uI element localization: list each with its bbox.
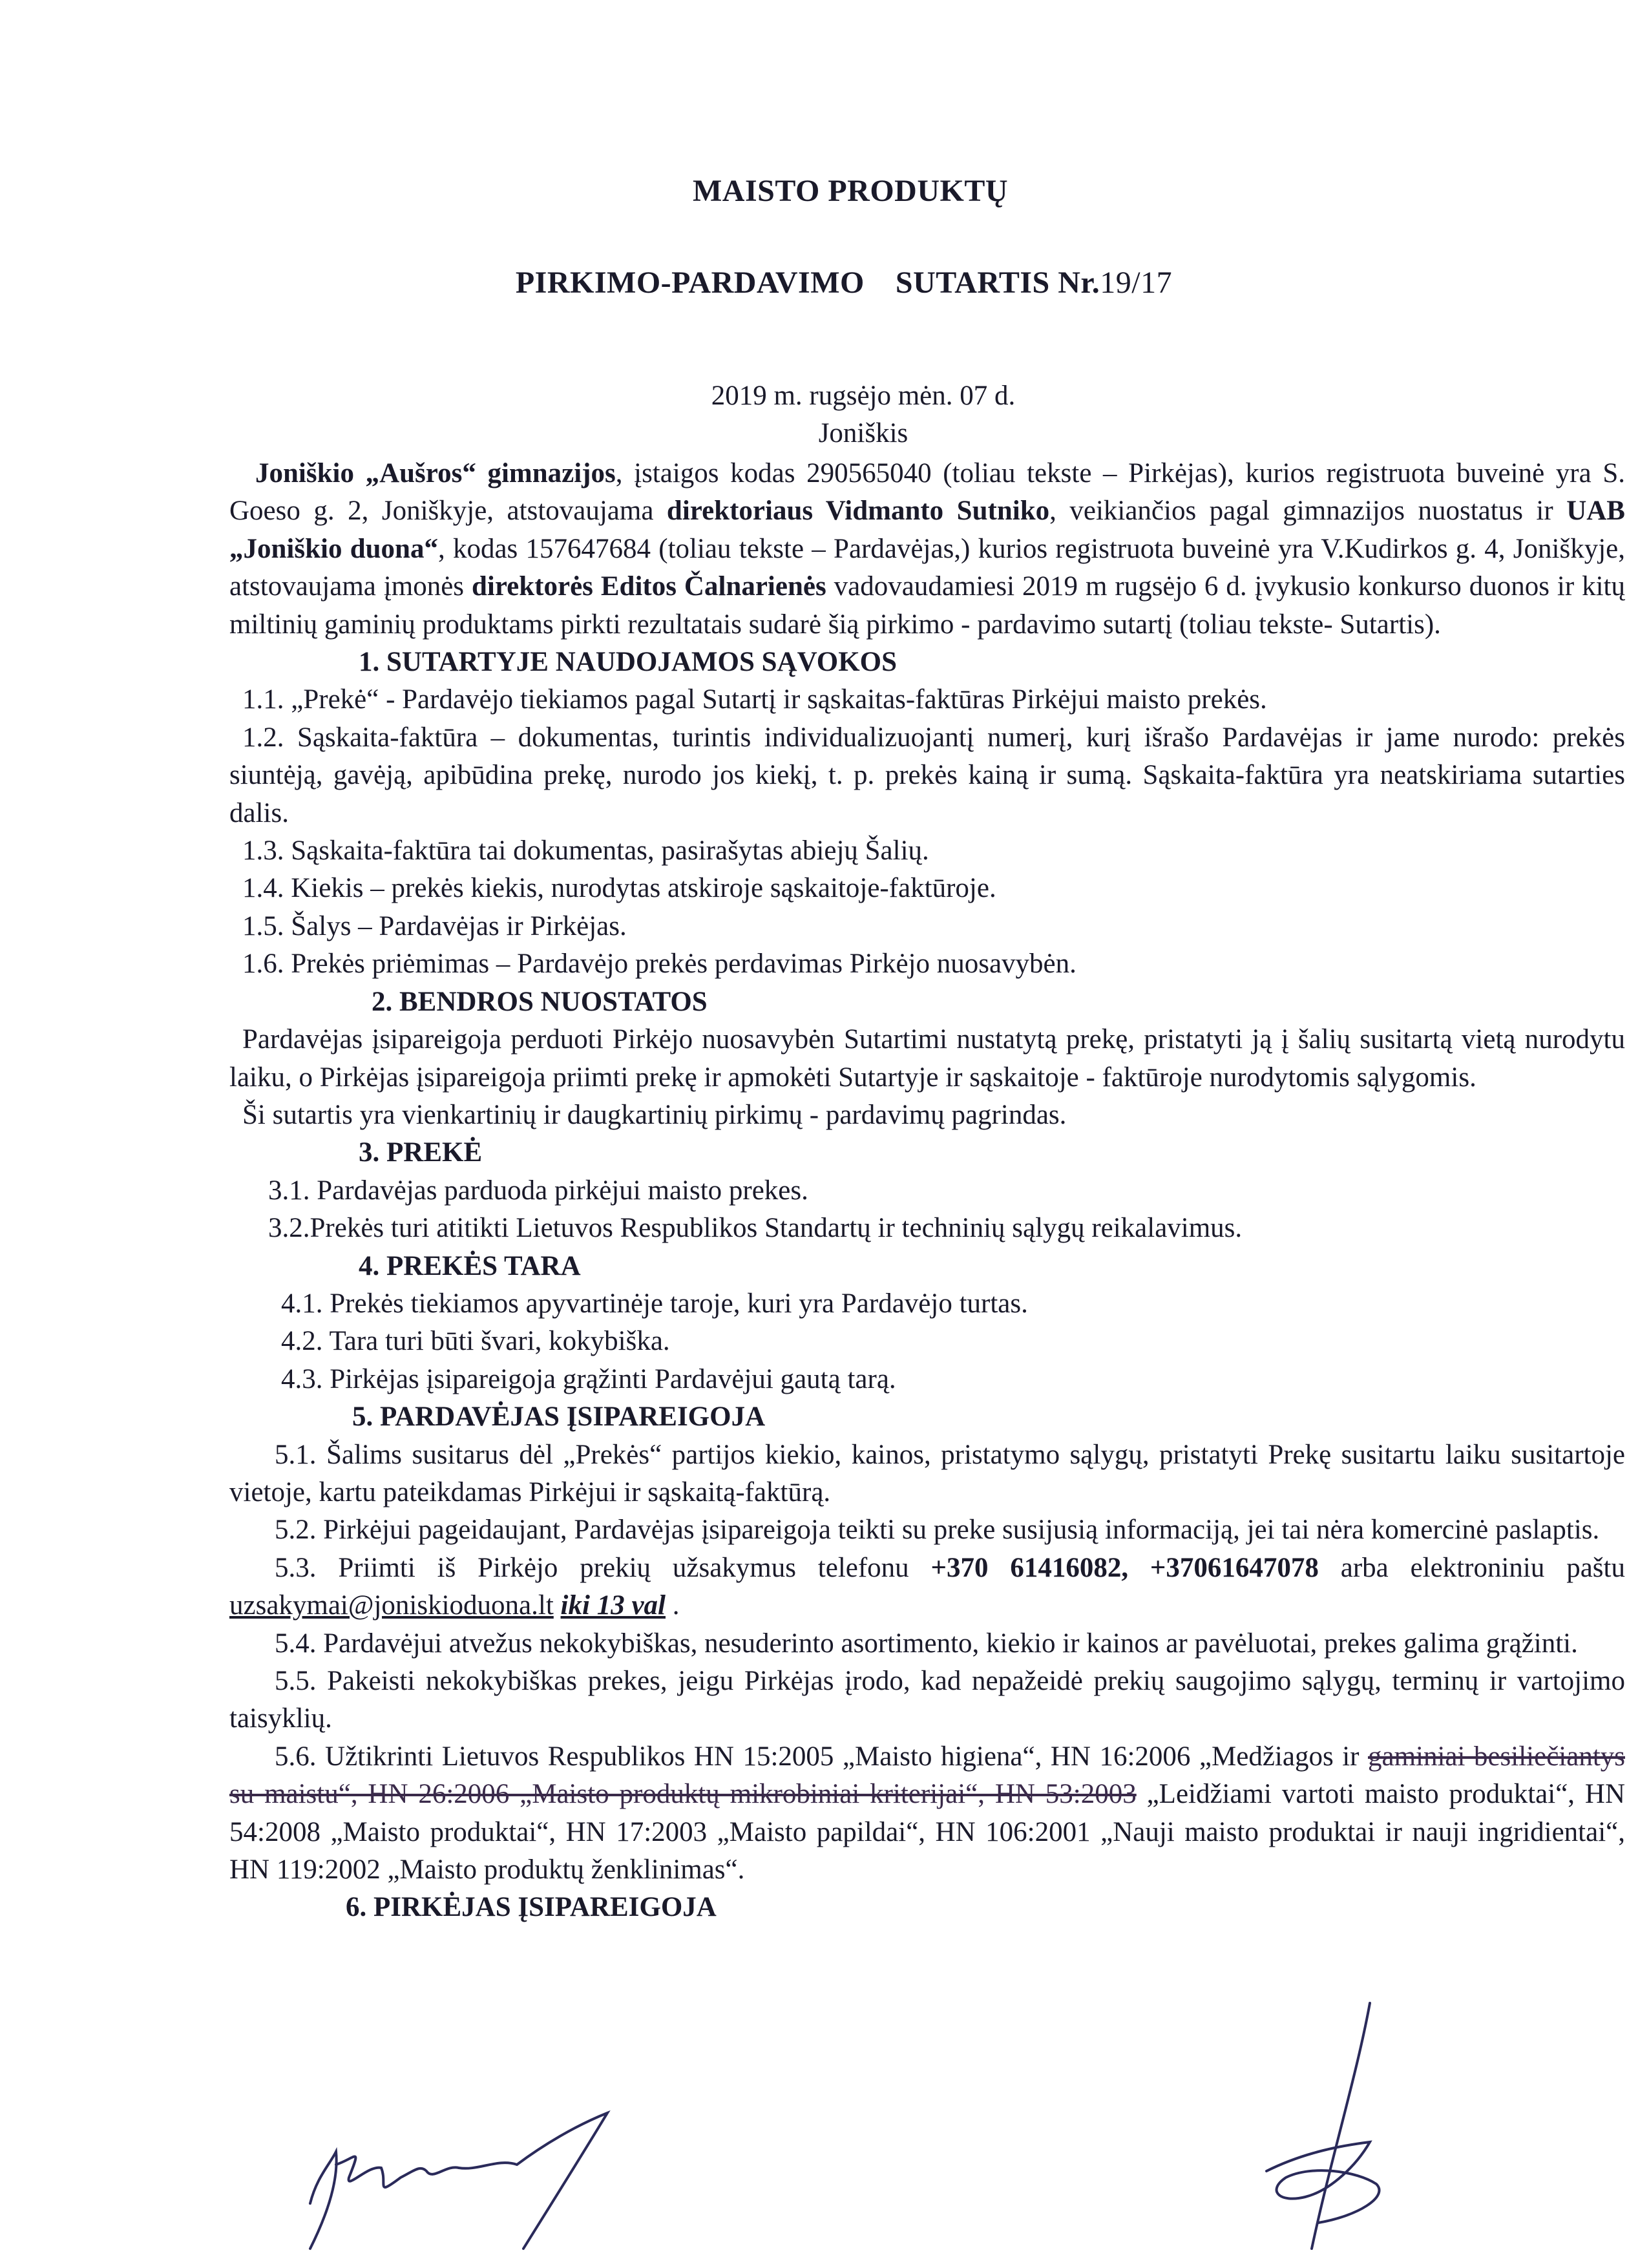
contract-date: 2019 m. rugsėjo mėn. 07 d.	[711, 381, 1016, 411]
contract-city: Joniškis	[818, 418, 909, 448]
section-5-heading: 5. PARDAVĖJAS ĮSIPAREIGOJA	[352, 1402, 766, 1433]
preamble-text-2: , veikiančios pagal gimnazijos nuostatus ir	[1049, 496, 1567, 527]
buyer-name: Joniškio „Aušros“ gimnazijos	[255, 458, 616, 488]
clause-3-2: 3.2.Prekės turi atitikti Lietuvos Respublikos Standartų ir techninių sąlygų reikalavimus.	[268, 1213, 1243, 1244]
clause-5-6	[229, 1738, 1625, 1889]
preamble-text-4: vadovaudamiesi 2019 m rugsėjo 6 d. įvykusio konkurso duonos ir kitų miltinių gaminių produktams pirkti rezultatais sudarė šią pirkimo - pardavimo sutartį (toliau tekste- Sutartis).	[229, 571, 1626, 640]
clause-1-5: 1.5. Šalys – Pardavėjas ir Pirkėjas.	[242, 910, 627, 941]
clause-5-3-text-1: 5.3. Priimti iš Pirkėjo prekių užsakymus telefonu	[275, 1552, 931, 1583]
subtitle-part-a: PIRKIMO-PARDAVIMO	[515, 266, 865, 300]
clause-4-3: 4.3. Pirkėjas įsipareigoja grąžinti Pardavėjui gautą tarą.	[281, 1363, 896, 1394]
clause-5-3-text-2: arba elektroniniu paštu	[1318, 1552, 1625, 1583]
clause-5-1: 5.1. Šalims susitarus dėl „Prekės“ partijos kiekio, kainos, pristatymo sąlygų, pristatyti Prekę susitartu laiku susitartoje vietoje, kartu pateikdamas Pirkėjui ir sąskaitą-faktūrą.	[229, 1439, 1625, 1507]
clause-5-5: 5.5. Pakeisti nekokybiškas prekes, jeigu Pirkėjas įrodo, kad nepažeidė prekių saugojimo sąlygų, terminų ir vartojimo taisyklių.	[229, 1666, 1625, 1734]
section-2-paragraph-1: Pardavėjas įsipareigoja perduoti Pirkėjo nuosavybėn Sutartimi nustatytą prekę, pristatyti ją į šalių susitartą vietą nurodytu laiku, o Pirkėjas įsipareigoja priimti prekę ir apmokėti Sutartyje ir sąskaitoje - faktūroje nurodytomis sąlygomis.	[229, 1024, 1625, 1093]
order-phone-numbers: +370 61416082, +37061647078	[930, 1552, 1319, 1583]
preamble-text-1: , įstaigos kodas 290565040 (toliau tekste – Pirkėjas), kurios registruota buveinė yra S. Goeso g. 2, Joniškyje, atstovaujama	[229, 458, 1625, 527]
contract-number: 19/17	[1100, 266, 1173, 300]
order-deadline: iki 13 val	[560, 1590, 666, 1621]
preamble-text-3: , kodas 157647684 (toliau tekste – Pardavėjas,) kurios registruota buveinė yra V.Kudirkos g. 4, Joniškyje, atstovaujama įmonės	[229, 533, 1626, 602]
clause-3-1: 3.1. Pardavėjas parduoda pirkėjui maisto prekes.	[268, 1175, 808, 1206]
section-3-heading: 3. PREKĖ	[359, 1137, 483, 1168]
section-4-heading: 4. PREKĖS TARA	[359, 1250, 581, 1281]
preamble-paragraph	[229, 455, 1625, 644]
section-2-paragraph-2: Ši sutartis yra vienkartinių ir daugkartinių pirkimų - pardavimų pagrindas.	[242, 1099, 1067, 1130]
clause-5-6-text-1: 5.6. Užtikrinti Lietuvos Respublikos HN 15:2005 „Maisto higiena“, HN 16:2006 „Medžiagos ir	[275, 1741, 1368, 1772]
section-2-heading: 2. BENDROS NUOSTATOS	[372, 986, 708, 1017]
subtitle-part-b: SUTARTIS Nr.	[895, 266, 1100, 300]
clause-5-4: 5.4. Pardavėjui atvežus nekokybiškas, nesuderinto asortimento, kiekio ir kainos ar pavėluotai, prekes galima grąžinti.	[275, 1628, 1578, 1659]
section-6-heading: 6. PIRKĖJAS ĮSIPAREIGOJA	[346, 1892, 717, 1923]
clause-1-4: 1.4. Kiekis – prekės kiekis, nurodytas atskiroje sąskaitoje-faktūroje.	[242, 873, 996, 904]
clause-5-3-end: .	[665, 1590, 680, 1621]
clause-1-3: 1.3. Sąskaita-faktūra tai dokumentas, pasirašytas abiejų Šalių.	[242, 835, 929, 866]
buyer-representative: direktoriaus Vidmanto Sutniko	[666, 496, 1050, 527]
clause-4-2: 4.2. Tara turi būti švari, kokybiška.	[281, 1326, 670, 1357]
document-title: MAISTO PRODUKTŲ	[693, 174, 1008, 208]
clause-5-6-struck-text: gaminiai besiliečiantys su maistu“, HN 26:2006 „Maisto produktų mikrobiniai kriterijai“, HN 53:2003	[229, 1741, 1625, 1810]
signature-right-icon	[1228, 1997, 1447, 2255]
seller-representative: direktorės Editos Čalnarienės	[472, 571, 826, 602]
clause-5-2: 5.2. Pirkėjui pageidaujant, Pardavėjas įsipareigoja teikti su preke susijusią informaciją, jei tai nėra komercinė paslaptis.	[275, 1515, 1600, 1546]
order-email-link[interactable]: uzsakymai@joniskioduona.lt	[229, 1590, 554, 1621]
clause-1-6: 1.6. Prekės priėmimas – Pardavėjo prekės perdavimas Pirkėjo nuosavybėn.	[242, 949, 1077, 980]
clause-5-3	[229, 1549, 1625, 1625]
clause-5-6-text-2: „Leidžiami vartoti maisto produktai“, HN 54:2008 „Maisto produktai“, HN 17:2003 „Maisto papildai“, HN 106:2001 „Nauji maisto produktai ir nauji ingridientai“, HN 119:2002 „Maisto produktų ženklinimas“.	[229, 1779, 1626, 1885]
clause-4-1: 4.1. Prekės tiekiamos apyvartinėje taroje, kuri yra Pardavėjo turtas.	[281, 1288, 1028, 1319]
clause-1-2: 1.2. Sąskaita-faktūra – dokumentas, turintis individualizuojantį numerį, kurį išrašo Pardavėjas ir jame nurodo: prekės siuntėją, gavėją, apibūdina prekę, nurodo jos kiekį, t. p. prekės kainą ir sumą. Sąskaita-faktūra yra neatskiriama sutarties dalis.	[229, 722, 1625, 828]
document-subtitle	[19, 265, 1649, 300]
section-1-heading: 1. SUTARTYJE NAUDOJAMOS SĄVOKOS	[359, 647, 898, 678]
clause-1-1: 1.1. „Prekė“ - Pardavėjo tiekiamos pagal Sutartį ir sąskaitas-faktūras Pirkėjui maisto prekės.	[242, 684, 1267, 715]
signature-left-icon	[284, 2106, 646, 2255]
seller-name: UAB „Joniškio duona“	[229, 496, 1625, 564]
document-body	[229, 455, 1625, 1927]
